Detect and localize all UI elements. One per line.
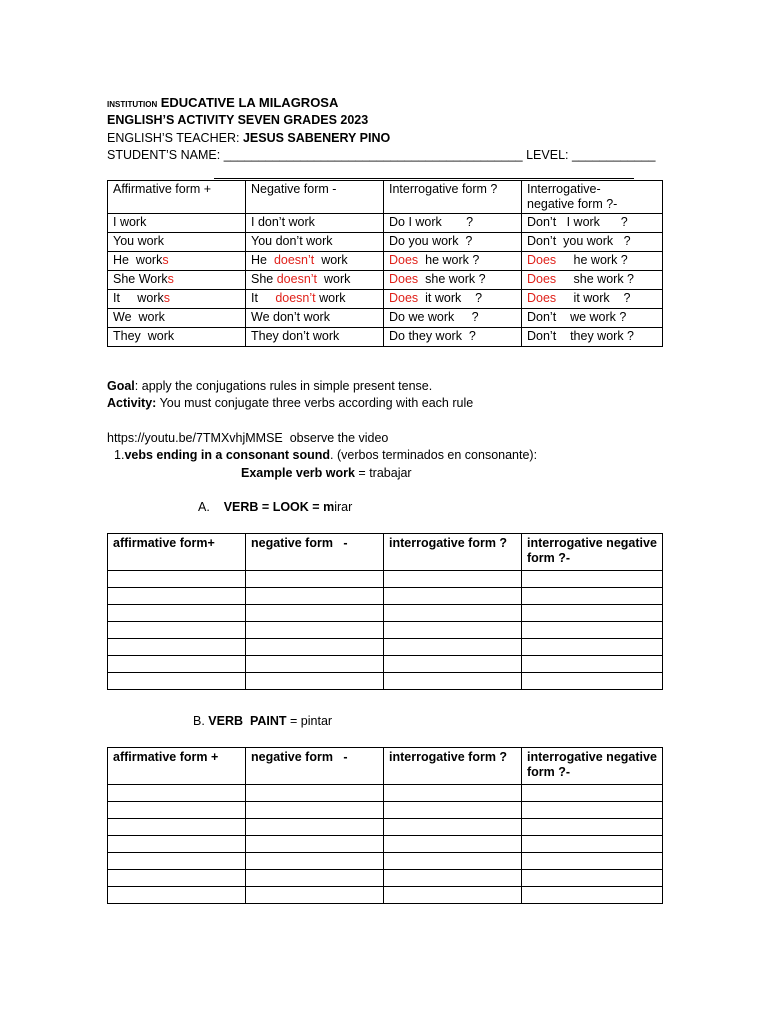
table-header-cell: negative form -: [246, 534, 384, 571]
table-row: [108, 622, 663, 639]
student-line: [107, 148, 655, 163]
goal-line: [107, 379, 432, 394]
verb-ending-s: s: [162, 253, 169, 267]
teacher-line: [107, 131, 390, 146]
question-rest: it work ?: [556, 291, 631, 305]
exercise-table-b: [107, 747, 663, 904]
answer-cell[interactable]: [522, 819, 663, 836]
table-cell: They don’t work: [246, 328, 384, 347]
table-cell: [246, 290, 384, 309]
answer-cell[interactable]: [246, 836, 384, 853]
answer-cell[interactable]: [522, 870, 663, 887]
answer-cell[interactable]: [246, 802, 384, 819]
table-row: [108, 887, 663, 904]
video-link[interactable]: https://youtu.be/7TMXvhjMMSE: [107, 431, 283, 445]
answer-cell[interactable]: [384, 836, 522, 853]
answer-cell[interactable]: [246, 588, 384, 605]
answer-cell[interactable]: [384, 802, 522, 819]
verb: work: [317, 272, 351, 286]
question-rest: he work ?: [418, 253, 480, 267]
table-row: [108, 271, 663, 290]
table-cell: [522, 252, 663, 271]
rule-title: vebs ending in a consonant sound: [124, 448, 331, 462]
example-label: Example verb work: [241, 466, 355, 480]
auxiliary-doesnt: doesn’t: [275, 291, 316, 305]
rule-note: . (verbos terminados en consonante):: [330, 448, 538, 462]
example-line: [241, 466, 412, 481]
verb: work: [315, 291, 346, 305]
answer-cell[interactable]: [522, 571, 663, 588]
question-rest: she work ?: [418, 272, 486, 286]
answer-cell[interactable]: [384, 622, 522, 639]
subject: She: [251, 272, 277, 286]
answer-cell[interactable]: [108, 605, 246, 622]
table-header-cell: Affirmative form +: [108, 181, 246, 214]
answer-cell[interactable]: [384, 870, 522, 887]
goal-text: : apply the conjugations rules in simple present tense.: [134, 379, 433, 393]
video-note: observe the video: [282, 431, 389, 445]
answer-cell[interactable]: [108, 673, 246, 690]
auxiliary-doesnt: doesn’t: [273, 253, 315, 267]
answer-cell[interactable]: [246, 622, 384, 639]
auxiliary-does: Does: [389, 291, 419, 305]
table-cell: [384, 252, 522, 271]
answer-cell[interactable]: [108, 622, 246, 639]
table-header-row: [108, 748, 663, 785]
verb-base: She Work: [113, 272, 168, 286]
table-row: [108, 785, 663, 802]
level-label: LEVEL:: [526, 148, 569, 162]
table-header-cell: interrogative form ?: [384, 748, 522, 785]
answer-cell[interactable]: [522, 836, 663, 853]
table-row: [108, 819, 663, 836]
section-b-translation: = pintar: [286, 714, 333, 728]
table-header-cell: interrogative form ?: [384, 534, 522, 571]
answer-cell[interactable]: [384, 656, 522, 673]
section-a-verb-first-letter: m: [323, 500, 335, 514]
table-header-cell: interrogative negative form ?-: [522, 748, 663, 785]
table-cell: [384, 271, 522, 290]
table-cell: Do you work ?: [384, 233, 522, 252]
activity-line: [107, 396, 473, 411]
answer-cell[interactable]: [522, 588, 663, 605]
answer-cell[interactable]: [384, 785, 522, 802]
question-rest: it work ?: [418, 291, 483, 305]
answer-cell[interactable]: [384, 819, 522, 836]
table-header-cell: negative form -: [246, 748, 384, 785]
student-name-blank[interactable]: ___________________________________________: [223, 148, 523, 162]
answer-cell[interactable]: [522, 656, 663, 673]
table-cell: [384, 290, 522, 309]
table-cell: [246, 252, 384, 271]
table-header-row: [108, 534, 663, 571]
section-a-title: [198, 500, 352, 515]
table-cell: We don’t work: [246, 309, 384, 328]
student-label: STUDENT’S NAME:: [107, 148, 221, 162]
table-row: [108, 252, 663, 271]
table-cell: [522, 271, 663, 290]
activity-label: Activity:: [107, 396, 157, 410]
table-row: [108, 639, 663, 656]
table-cell: Do we work ?: [384, 309, 522, 328]
table-row: [108, 656, 663, 673]
answer-cell[interactable]: [108, 802, 246, 819]
table-header-cell: affirmative form+: [108, 534, 246, 571]
goal-label: Goal: [107, 379, 135, 393]
table-row: [108, 571, 663, 588]
answer-cell[interactable]: [384, 605, 522, 622]
table-row: [108, 233, 663, 252]
answer-cell[interactable]: [108, 887, 246, 904]
answer-cell[interactable]: [522, 785, 663, 802]
answer-cell[interactable]: [246, 819, 384, 836]
verb-ending-s: s: [163, 291, 170, 305]
answer-cell[interactable]: [108, 836, 246, 853]
answer-cell[interactable]: [108, 588, 246, 605]
table-cell: [246, 271, 384, 290]
table-cell: You don’t work: [246, 233, 384, 252]
answer-cell[interactable]: [522, 802, 663, 819]
question-rest: she work ?: [556, 272, 634, 286]
answer-cell[interactable]: [246, 605, 384, 622]
section-a-verb: VERB = LOOK =: [223, 500, 324, 514]
table-cell: We work: [108, 309, 246, 328]
subject: It: [251, 291, 276, 305]
answer-cell[interactable]: [246, 656, 384, 673]
table-cell: Do they work ?: [384, 328, 522, 347]
answer-cell[interactable]: [384, 588, 522, 605]
auxiliary-does: Does: [389, 253, 419, 267]
answer-cell[interactable]: [108, 785, 246, 802]
activity-title: ENGLISH’S ACTIVITY SEVEN GRADES 2023: [107, 113, 369, 127]
answer-cell[interactable]: [522, 605, 663, 622]
section-b-title: [193, 714, 332, 729]
answer-cell[interactable]: [384, 853, 522, 870]
table-row: [108, 802, 663, 819]
section-b-verb: VERB PAINT: [208, 714, 287, 728]
answer-cell[interactable]: [108, 571, 246, 588]
answer-cell[interactable]: [108, 870, 246, 887]
verb-base: It work: [113, 291, 164, 305]
table-row: [108, 673, 663, 690]
table-cell: Don’t they work ?: [522, 328, 663, 347]
answer-cell[interactable]: [246, 870, 384, 887]
answer-cell[interactable]: [522, 673, 663, 690]
table-cell: I work: [108, 214, 246, 233]
table-row: [108, 328, 663, 347]
table-row: [108, 290, 663, 309]
verb-base: He work: [113, 253, 163, 267]
answer-cell[interactable]: [246, 571, 384, 588]
institution-name: EDUCATIVE LA MILAGROSA: [160, 95, 339, 110]
auxiliary-does: Does: [527, 291, 557, 305]
table-row: [108, 309, 663, 328]
answer-cell[interactable]: [522, 639, 663, 656]
table-cell: Don’t we work ?: [522, 309, 663, 328]
answer-cell[interactable]: [384, 673, 522, 690]
subject: He: [251, 253, 274, 267]
table-header-cell: affirmative form +: [108, 748, 246, 785]
table-row: [108, 870, 663, 887]
answer-cell[interactable]: [246, 853, 384, 870]
activity-text: You must conjugate three verbs according with each rule: [156, 396, 474, 410]
answer-cell[interactable]: [522, 622, 663, 639]
answer-cell[interactable]: [108, 853, 246, 870]
verb-ending-s: s: [167, 272, 174, 286]
table-cell: Don’t I work ?: [522, 214, 663, 233]
table-header-cell: Interrogative form ?: [384, 181, 522, 214]
table-header-cell: Negative form -: [246, 181, 384, 214]
table-cell: [108, 271, 246, 290]
section-b-letter: B.: [193, 714, 205, 728]
table-cell: [108, 290, 246, 309]
verb: work: [314, 253, 348, 267]
video-line: [107, 431, 388, 446]
answer-cell[interactable]: [522, 887, 663, 904]
table-header-row: [108, 181, 663, 214]
table-header-cell: [522, 181, 663, 214]
table-cell: [522, 290, 663, 309]
answer-cell[interactable]: [246, 785, 384, 802]
example-translation: = trabajar: [354, 466, 412, 480]
table-row: [108, 836, 663, 853]
table-cell: Do I work ?: [384, 214, 522, 233]
section-a-letter: A.: [198, 500, 210, 514]
header-interrogative-negative-line1: Interrogative-: [527, 182, 601, 196]
answer-cell[interactable]: [108, 819, 246, 836]
example-conjugation-table: [107, 180, 663, 347]
section-a-verb-rest: irar: [334, 500, 353, 514]
institution-prefix: INSTITUTION: [107, 100, 158, 109]
institution-line: [107, 95, 338, 112]
table-row: [108, 588, 663, 605]
teacher-name: JESUS SABENERY PINO: [242, 131, 391, 145]
exercise-table-a: [107, 533, 663, 690]
extra-underline: [214, 178, 634, 179]
question-rest: he work ?: [556, 253, 628, 267]
rule-line: [114, 448, 537, 463]
answer-cell[interactable]: [384, 639, 522, 656]
answer-cell[interactable]: [246, 673, 384, 690]
answer-cell[interactable]: [384, 571, 522, 588]
table-row: [108, 605, 663, 622]
answer-cell[interactable]: [522, 853, 663, 870]
table-cell: I don’t work: [246, 214, 384, 233]
auxiliary-does: Does: [527, 253, 557, 267]
auxiliary-doesnt: doesn’t: [276, 272, 318, 286]
table-cell: They work: [108, 328, 246, 347]
auxiliary-does: Does: [389, 272, 419, 286]
table-cell: [108, 252, 246, 271]
teacher-label: ENGLISH’S TEACHER:: [107, 131, 240, 145]
table-row: [108, 214, 663, 233]
auxiliary-does: Does: [527, 272, 557, 286]
answer-cell[interactable]: [246, 887, 384, 904]
table-cell: Don’t you work ?: [522, 233, 663, 252]
table-header-cell: interrogative negative form ?-: [522, 534, 663, 571]
answer-cell[interactable]: [246, 639, 384, 656]
rule-number: 1.: [114, 448, 125, 462]
level-blank[interactable]: ____________: [571, 148, 656, 162]
answer-cell[interactable]: [108, 656, 246, 673]
answer-cell[interactable]: [384, 887, 522, 904]
answer-cell[interactable]: [108, 639, 246, 656]
table-row: [108, 853, 663, 870]
header-interrogative-negative-line2: negative form ?-: [527, 197, 618, 211]
table-cell: You work: [108, 233, 246, 252]
